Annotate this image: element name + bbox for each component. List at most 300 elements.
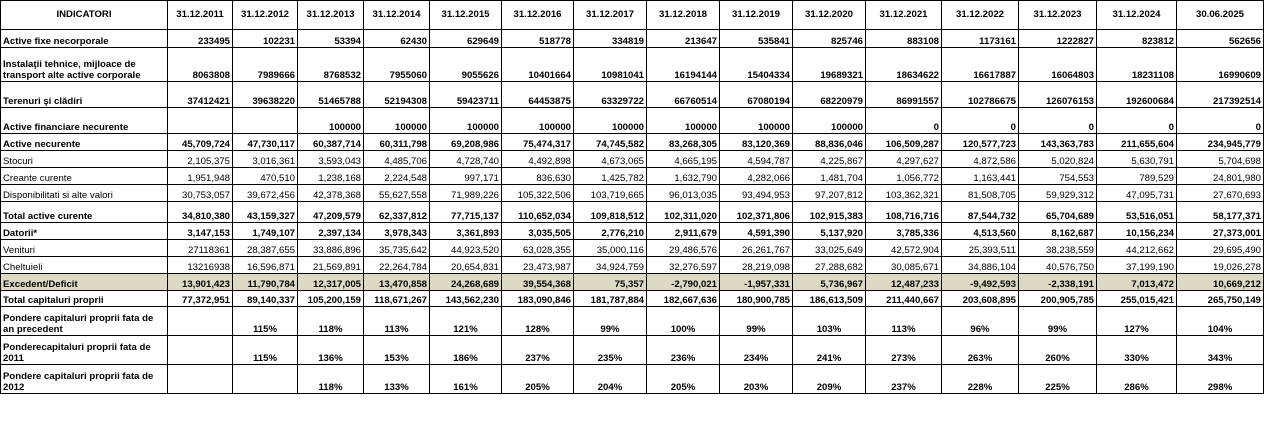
value-cell: 235%	[574, 336, 647, 365]
header-cell: 31.12.2012	[233, 1, 298, 30]
value-cell: 100000	[430, 108, 502, 134]
header-cell: 31.12.2015	[430, 1, 502, 30]
value-cell: 102,371,806	[720, 202, 793, 223]
row-label: Ponderecapitaluri proprii fata de 2011	[1, 336, 168, 365]
header-cell: 31.12.2014	[364, 1, 430, 30]
value-cell: 27,670,693	[1177, 185, 1264, 202]
value-cell: 28,387,655	[233, 240, 298, 257]
value-cell: 10401664	[502, 48, 574, 82]
value-cell: 133%	[364, 365, 430, 394]
value-cell: 63,028,355	[502, 240, 574, 257]
value-cell	[233, 365, 298, 394]
row-label: Pondere capitaluri proprii fata de an precedent	[1, 307, 168, 336]
value-cell: 13,470,858	[364, 274, 430, 291]
value-cell: 120,577,723	[942, 134, 1019, 151]
row-label: Datorii*	[1, 223, 168, 240]
value-cell: 836,630	[502, 168, 574, 185]
value-cell: 113%	[364, 307, 430, 336]
value-cell: 0	[1019, 108, 1097, 134]
value-cell: 1,481,704	[793, 168, 866, 185]
value-cell: 192600684	[1097, 82, 1177, 108]
value-cell: 5,704,698	[1177, 151, 1264, 168]
value-cell: 2,397,134	[298, 223, 364, 240]
header-cell: 31.12.2019	[720, 1, 793, 30]
row-label: Creante curente	[1, 168, 168, 185]
value-cell: 7989666	[233, 48, 298, 82]
value-cell: 24,801,980	[1177, 168, 1264, 185]
value-cell: 60,387,714	[298, 134, 364, 151]
value-cell: 8768532	[298, 48, 364, 82]
value-cell: 0	[1097, 108, 1177, 134]
value-cell: 75,357	[574, 274, 647, 291]
value-cell: 1,238,168	[298, 168, 364, 185]
value-cell: 33,886,896	[298, 240, 364, 257]
header-cell: 31.12.2020	[793, 1, 866, 30]
value-cell: 23,473,987	[502, 257, 574, 274]
table-row	[1, 48, 1264, 82]
value-cell: 260%	[1019, 336, 1097, 365]
value-cell: 106,509,287	[866, 134, 942, 151]
value-cell: 3,035,505	[502, 223, 574, 240]
value-cell: 562656	[1177, 30, 1264, 48]
value-cell: 27118361	[168, 240, 233, 257]
value-cell: 233495	[168, 30, 233, 48]
value-cell: 34,886,104	[942, 257, 1019, 274]
header-cell: 31.12.2021	[866, 1, 942, 30]
value-cell: 127%	[1097, 307, 1177, 336]
value-cell: 4,673,065	[574, 151, 647, 168]
table-row	[1, 274, 1264, 291]
value-cell: 77,715,137	[430, 202, 502, 223]
value-cell: 74,745,582	[574, 134, 647, 151]
value-cell	[168, 336, 233, 365]
header-cell: 31.12.2013	[298, 1, 364, 30]
value-cell: 823812	[1097, 30, 1177, 48]
row-label: Total active curente	[1, 202, 168, 223]
value-cell: 100000	[647, 108, 720, 134]
value-cell: 102,915,383	[793, 202, 866, 223]
value-cell	[168, 108, 233, 134]
value-cell: 334819	[574, 30, 647, 48]
header-cell: 31.12.2024	[1097, 1, 1177, 30]
value-cell: 186%	[430, 336, 502, 365]
header-row	[1, 1, 1264, 30]
value-cell: 40,576,750	[1019, 257, 1097, 274]
value-cell: 13216938	[168, 257, 233, 274]
value-cell: 12,487,233	[866, 274, 942, 291]
value-cell: 128%	[502, 307, 574, 336]
row-label: Instalaţii tehnice, mijloace de transport alte active corporale	[1, 48, 168, 82]
value-cell: 4,591,390	[720, 223, 793, 240]
value-cell: 0	[942, 108, 1019, 134]
value-cell: 16990609	[1177, 48, 1264, 82]
value-cell: 204%	[574, 365, 647, 394]
table-row	[1, 223, 1264, 240]
row-label: Cheltuieli	[1, 257, 168, 274]
value-cell: 3,147,153	[168, 223, 233, 240]
value-cell: 22,264,784	[364, 257, 430, 274]
value-cell: 55,627,558	[364, 185, 430, 202]
value-cell: 47,209,579	[298, 202, 364, 223]
value-cell: 30,753,057	[168, 185, 233, 202]
value-cell: 181,787,884	[574, 291, 647, 307]
value-cell: 27,288,682	[793, 257, 866, 274]
row-label: Active necurente	[1, 134, 168, 151]
value-cell	[168, 307, 233, 336]
value-cell: 3,361,893	[430, 223, 502, 240]
value-cell: 52194308	[364, 82, 430, 108]
value-cell: 26,261,767	[720, 240, 793, 257]
value-cell: 47,095,731	[1097, 185, 1177, 202]
value-cell: 265,750,149	[1177, 291, 1264, 307]
value-cell: 100000	[793, 108, 866, 134]
value-cell: 62430	[364, 30, 430, 48]
row-label: Venituri	[1, 240, 168, 257]
value-cell: 35,735,642	[364, 240, 430, 257]
value-cell: 10,669,212	[1177, 274, 1264, 291]
table-row	[1, 202, 1264, 223]
value-cell: 68220979	[793, 82, 866, 108]
value-cell: 8,162,687	[1019, 223, 1097, 240]
header-cell: 31.12.2017	[574, 1, 647, 30]
value-cell: 87,544,732	[942, 202, 1019, 223]
table-row	[1, 134, 1264, 151]
value-cell: 99%	[1019, 307, 1097, 336]
value-cell: 29,695,490	[1177, 240, 1264, 257]
value-cell: 4,485,706	[364, 151, 430, 168]
value-cell: 34,810,380	[168, 202, 233, 223]
value-cell: 255,015,421	[1097, 291, 1177, 307]
value-cell: 4,665,195	[647, 151, 720, 168]
value-cell: 29,486,576	[647, 240, 720, 257]
table-row	[1, 168, 1264, 185]
value-cell: 3,593,043	[298, 151, 364, 168]
value-cell: 629649	[430, 30, 502, 48]
value-cell: 71,989,226	[430, 185, 502, 202]
value-cell: 39,672,456	[233, 185, 298, 202]
value-cell: 16,596,871	[233, 257, 298, 274]
value-cell: 470,510	[233, 168, 298, 185]
value-cell: 86991557	[866, 82, 942, 108]
value-cell: 96%	[942, 307, 1019, 336]
header-cell: 31.12.2018	[647, 1, 720, 30]
value-cell: 183,090,846	[502, 291, 574, 307]
value-cell: 62,337,812	[364, 202, 430, 223]
value-cell: 100000	[364, 108, 430, 134]
value-cell: 30,085,671	[866, 257, 942, 274]
value-cell: 42,572,904	[866, 240, 942, 257]
value-cell: 105,200,159	[298, 291, 364, 307]
value-cell: 11,790,784	[233, 274, 298, 291]
value-cell: 102786675	[942, 82, 1019, 108]
value-cell: 161%	[430, 365, 502, 394]
value-cell: 109,818,512	[574, 202, 647, 223]
value-cell: 1222827	[1019, 30, 1097, 48]
value-cell: 37,199,190	[1097, 257, 1177, 274]
value-cell: 28,219,098	[720, 257, 793, 274]
table-row	[1, 185, 1264, 202]
value-cell: 4,594,787	[720, 151, 793, 168]
value-cell: 3,785,336	[866, 223, 942, 240]
value-cell: 2,105,375	[168, 151, 233, 168]
value-cell: 16064803	[1019, 48, 1097, 82]
header-cell: 31.12.2022	[942, 1, 1019, 30]
value-cell: 1,951,948	[168, 168, 233, 185]
value-cell: 5,137,920	[793, 223, 866, 240]
value-cell: 118,671,267	[364, 291, 430, 307]
table-row	[1, 257, 1264, 274]
value-cell: 883108	[866, 30, 942, 48]
value-cell: 2,911,679	[647, 223, 720, 240]
value-cell: 59,929,312	[1019, 185, 1097, 202]
value-cell: 25,393,511	[942, 240, 1019, 257]
value-cell: 13,901,423	[168, 274, 233, 291]
value-cell: 5,736,967	[793, 274, 866, 291]
value-cell: 121%	[430, 307, 502, 336]
value-cell: 754,553	[1019, 168, 1097, 185]
row-label: Stocuri	[1, 151, 168, 168]
value-cell: 102,311,020	[647, 202, 720, 223]
value-cell: 153%	[364, 336, 430, 365]
value-cell: 234%	[720, 336, 793, 365]
value-cell: 1,056,772	[866, 168, 942, 185]
value-cell: 186,613,509	[793, 291, 866, 307]
value-cell: 65,704,689	[1019, 202, 1097, 223]
value-cell: 4,297,627	[866, 151, 942, 168]
value-cell: 2,776,210	[574, 223, 647, 240]
value-cell: 100000	[574, 108, 647, 134]
value-cell: 997,171	[430, 168, 502, 185]
value-cell: 1,632,790	[647, 168, 720, 185]
value-cell: 93,494,953	[720, 185, 793, 202]
table-row	[1, 151, 1264, 168]
value-cell: 12,317,005	[298, 274, 364, 291]
row-label: Disponibilitati si alte valori	[1, 185, 168, 202]
header-cell: 31.12.2011	[168, 1, 233, 30]
value-cell: 273%	[866, 336, 942, 365]
value-cell: 236%	[647, 336, 720, 365]
value-cell: 105,322,506	[502, 185, 574, 202]
value-cell: 228%	[942, 365, 1019, 394]
value-cell: 42,378,368	[298, 185, 364, 202]
value-cell: 205%	[502, 365, 574, 394]
value-cell: 32,276,597	[647, 257, 720, 274]
value-cell: 103%	[793, 307, 866, 336]
value-cell: 35,000,116	[574, 240, 647, 257]
value-cell: 0	[866, 108, 942, 134]
value-cell: 110,652,034	[502, 202, 574, 223]
value-cell: 213647	[647, 30, 720, 48]
value-cell: 44,212,662	[1097, 240, 1177, 257]
value-cell: 211,655,604	[1097, 134, 1177, 151]
value-cell: 58,177,371	[1177, 202, 1264, 223]
value-cell: 104%	[1177, 307, 1264, 336]
value-cell: 136%	[298, 336, 364, 365]
value-cell: -2,790,021	[647, 274, 720, 291]
value-cell: 115%	[233, 307, 298, 336]
value-cell: 39,554,368	[502, 274, 574, 291]
value-cell: 8063808	[168, 48, 233, 82]
value-cell: 64453875	[502, 82, 574, 108]
row-label: Excedent/Deficit	[1, 274, 168, 291]
value-cell: 203,608,895	[942, 291, 1019, 307]
value-cell: 100000	[298, 108, 364, 134]
value-cell: 24,268,689	[430, 274, 502, 291]
table-row	[1, 291, 1264, 307]
value-cell: 38,238,559	[1019, 240, 1097, 257]
table-row	[1, 108, 1264, 134]
value-cell: 3,016,361	[233, 151, 298, 168]
value-cell: 7955060	[364, 48, 430, 82]
value-cell: 2,224,548	[364, 168, 430, 185]
value-cell: 60,311,798	[364, 134, 430, 151]
value-cell: 535841	[720, 30, 793, 48]
value-cell: 343%	[1177, 336, 1264, 365]
value-cell: 103,719,665	[574, 185, 647, 202]
value-cell: 99%	[720, 307, 793, 336]
value-cell: 1,425,782	[574, 168, 647, 185]
value-cell: 789,529	[1097, 168, 1177, 185]
value-cell: 237%	[502, 336, 574, 365]
value-cell: 96,013,035	[647, 185, 720, 202]
value-cell: 825746	[793, 30, 866, 48]
value-cell: 83,268,305	[647, 134, 720, 151]
value-cell: 263%	[942, 336, 1019, 365]
value-cell: 10981041	[574, 48, 647, 82]
table-row	[1, 30, 1264, 48]
value-cell: 209%	[793, 365, 866, 394]
value-cell: 10,156,234	[1097, 223, 1177, 240]
value-cell: 66760514	[647, 82, 720, 108]
value-cell: 83,120,369	[720, 134, 793, 151]
value-cell: 88,836,046	[793, 134, 866, 151]
value-cell: 237%	[866, 365, 942, 394]
value-cell: 225%	[1019, 365, 1097, 394]
table-row	[1, 82, 1264, 108]
value-cell: 234,945,779	[1177, 134, 1264, 151]
value-cell: 286%	[1097, 365, 1177, 394]
table-row	[1, 365, 1264, 394]
value-cell: 100%	[647, 307, 720, 336]
value-cell: 15404334	[720, 48, 793, 82]
value-cell: 217392514	[1177, 82, 1264, 108]
value-cell: 20,654,831	[430, 257, 502, 274]
value-cell: 211,440,667	[866, 291, 942, 307]
value-cell: 0	[1177, 108, 1264, 134]
row-label: Active financiare necurente	[1, 108, 168, 134]
table-row	[1, 307, 1264, 336]
value-cell: 47,730,117	[233, 134, 298, 151]
value-cell: 77,372,951	[168, 291, 233, 307]
value-cell: 103,362,321	[866, 185, 942, 202]
value-cell: 182,667,636	[647, 291, 720, 307]
value-cell: 18634622	[866, 48, 942, 82]
value-cell: 330%	[1097, 336, 1177, 365]
value-cell: 126076153	[1019, 82, 1097, 108]
value-cell: 1,163,441	[942, 168, 1019, 185]
value-cell	[233, 108, 298, 134]
value-cell: 4,728,740	[430, 151, 502, 168]
value-cell: 5,630,791	[1097, 151, 1177, 168]
row-label: Active fixe necorporale	[1, 30, 168, 48]
value-cell: 100000	[502, 108, 574, 134]
value-cell: 99%	[574, 307, 647, 336]
value-cell: 34,924,759	[574, 257, 647, 274]
value-cell: 118%	[298, 365, 364, 394]
value-cell: 203%	[720, 365, 793, 394]
value-cell	[168, 365, 233, 394]
value-cell: 33,025,649	[793, 240, 866, 257]
value-cell: 21,569,891	[298, 257, 364, 274]
value-cell: 5,020,824	[1019, 151, 1097, 168]
value-cell: 53,516,051	[1097, 202, 1177, 223]
value-cell: 113%	[866, 307, 942, 336]
value-cell: 1173161	[942, 30, 1019, 48]
value-cell: 39638220	[233, 82, 298, 108]
value-cell: 63329722	[574, 82, 647, 108]
value-cell: 115%	[233, 336, 298, 365]
table-row	[1, 336, 1264, 365]
row-label: Pondere capitaluri proprii fata de 2012	[1, 365, 168, 394]
value-cell: 1,749,107	[233, 223, 298, 240]
value-cell: 75,474,317	[502, 134, 574, 151]
value-cell: 4,513,560	[942, 223, 1019, 240]
value-cell: 27,373,001	[1177, 223, 1264, 240]
value-cell: 4,282,066	[720, 168, 793, 185]
value-cell: 18231108	[1097, 48, 1177, 82]
value-cell: 51465788	[298, 82, 364, 108]
value-cell: 3,978,343	[364, 223, 430, 240]
header-cell: 31.12.2016	[502, 1, 574, 30]
value-cell: 100000	[720, 108, 793, 134]
value-cell: 7,013,472	[1097, 274, 1177, 291]
value-cell: 4,225,867	[793, 151, 866, 168]
value-cell: 89,140,337	[233, 291, 298, 307]
value-cell: 67080194	[720, 82, 793, 108]
value-cell: 4,872,586	[942, 151, 1019, 168]
row-label: Terenuri şi clădiri	[1, 82, 168, 108]
value-cell: 298%	[1177, 365, 1264, 394]
value-cell: 43,159,327	[233, 202, 298, 223]
value-cell: 44,923,520	[430, 240, 502, 257]
value-cell: 59423711	[430, 82, 502, 108]
value-cell: 81,508,705	[942, 185, 1019, 202]
value-cell: 69,208,986	[430, 134, 502, 151]
value-cell: 118%	[298, 307, 364, 336]
value-cell: 102231	[233, 30, 298, 48]
value-cell: 97,207,812	[793, 185, 866, 202]
header-cell: 31.12.2023	[1019, 1, 1097, 30]
value-cell: 518778	[502, 30, 574, 48]
value-cell: 205%	[647, 365, 720, 394]
value-cell: -2,338,191	[1019, 274, 1097, 291]
value-cell: 19689321	[793, 48, 866, 82]
value-cell: 143,562,230	[430, 291, 502, 307]
value-cell: 108,716,716	[866, 202, 942, 223]
value-cell: 200,905,785	[1019, 291, 1097, 307]
value-cell: -1,957,331	[720, 274, 793, 291]
value-cell: 4,492,898	[502, 151, 574, 168]
value-cell: 19,026,278	[1177, 257, 1264, 274]
header-cell: INDICATORI	[1, 1, 168, 30]
table-row	[1, 240, 1264, 257]
value-cell: 37412421	[168, 82, 233, 108]
value-cell: 53394	[298, 30, 364, 48]
header-cell: 30.06.2025	[1177, 1, 1264, 30]
row-label: Total capitaluri proprii	[1, 291, 168, 307]
value-cell: 241%	[793, 336, 866, 365]
value-cell: 143,363,783	[1019, 134, 1097, 151]
